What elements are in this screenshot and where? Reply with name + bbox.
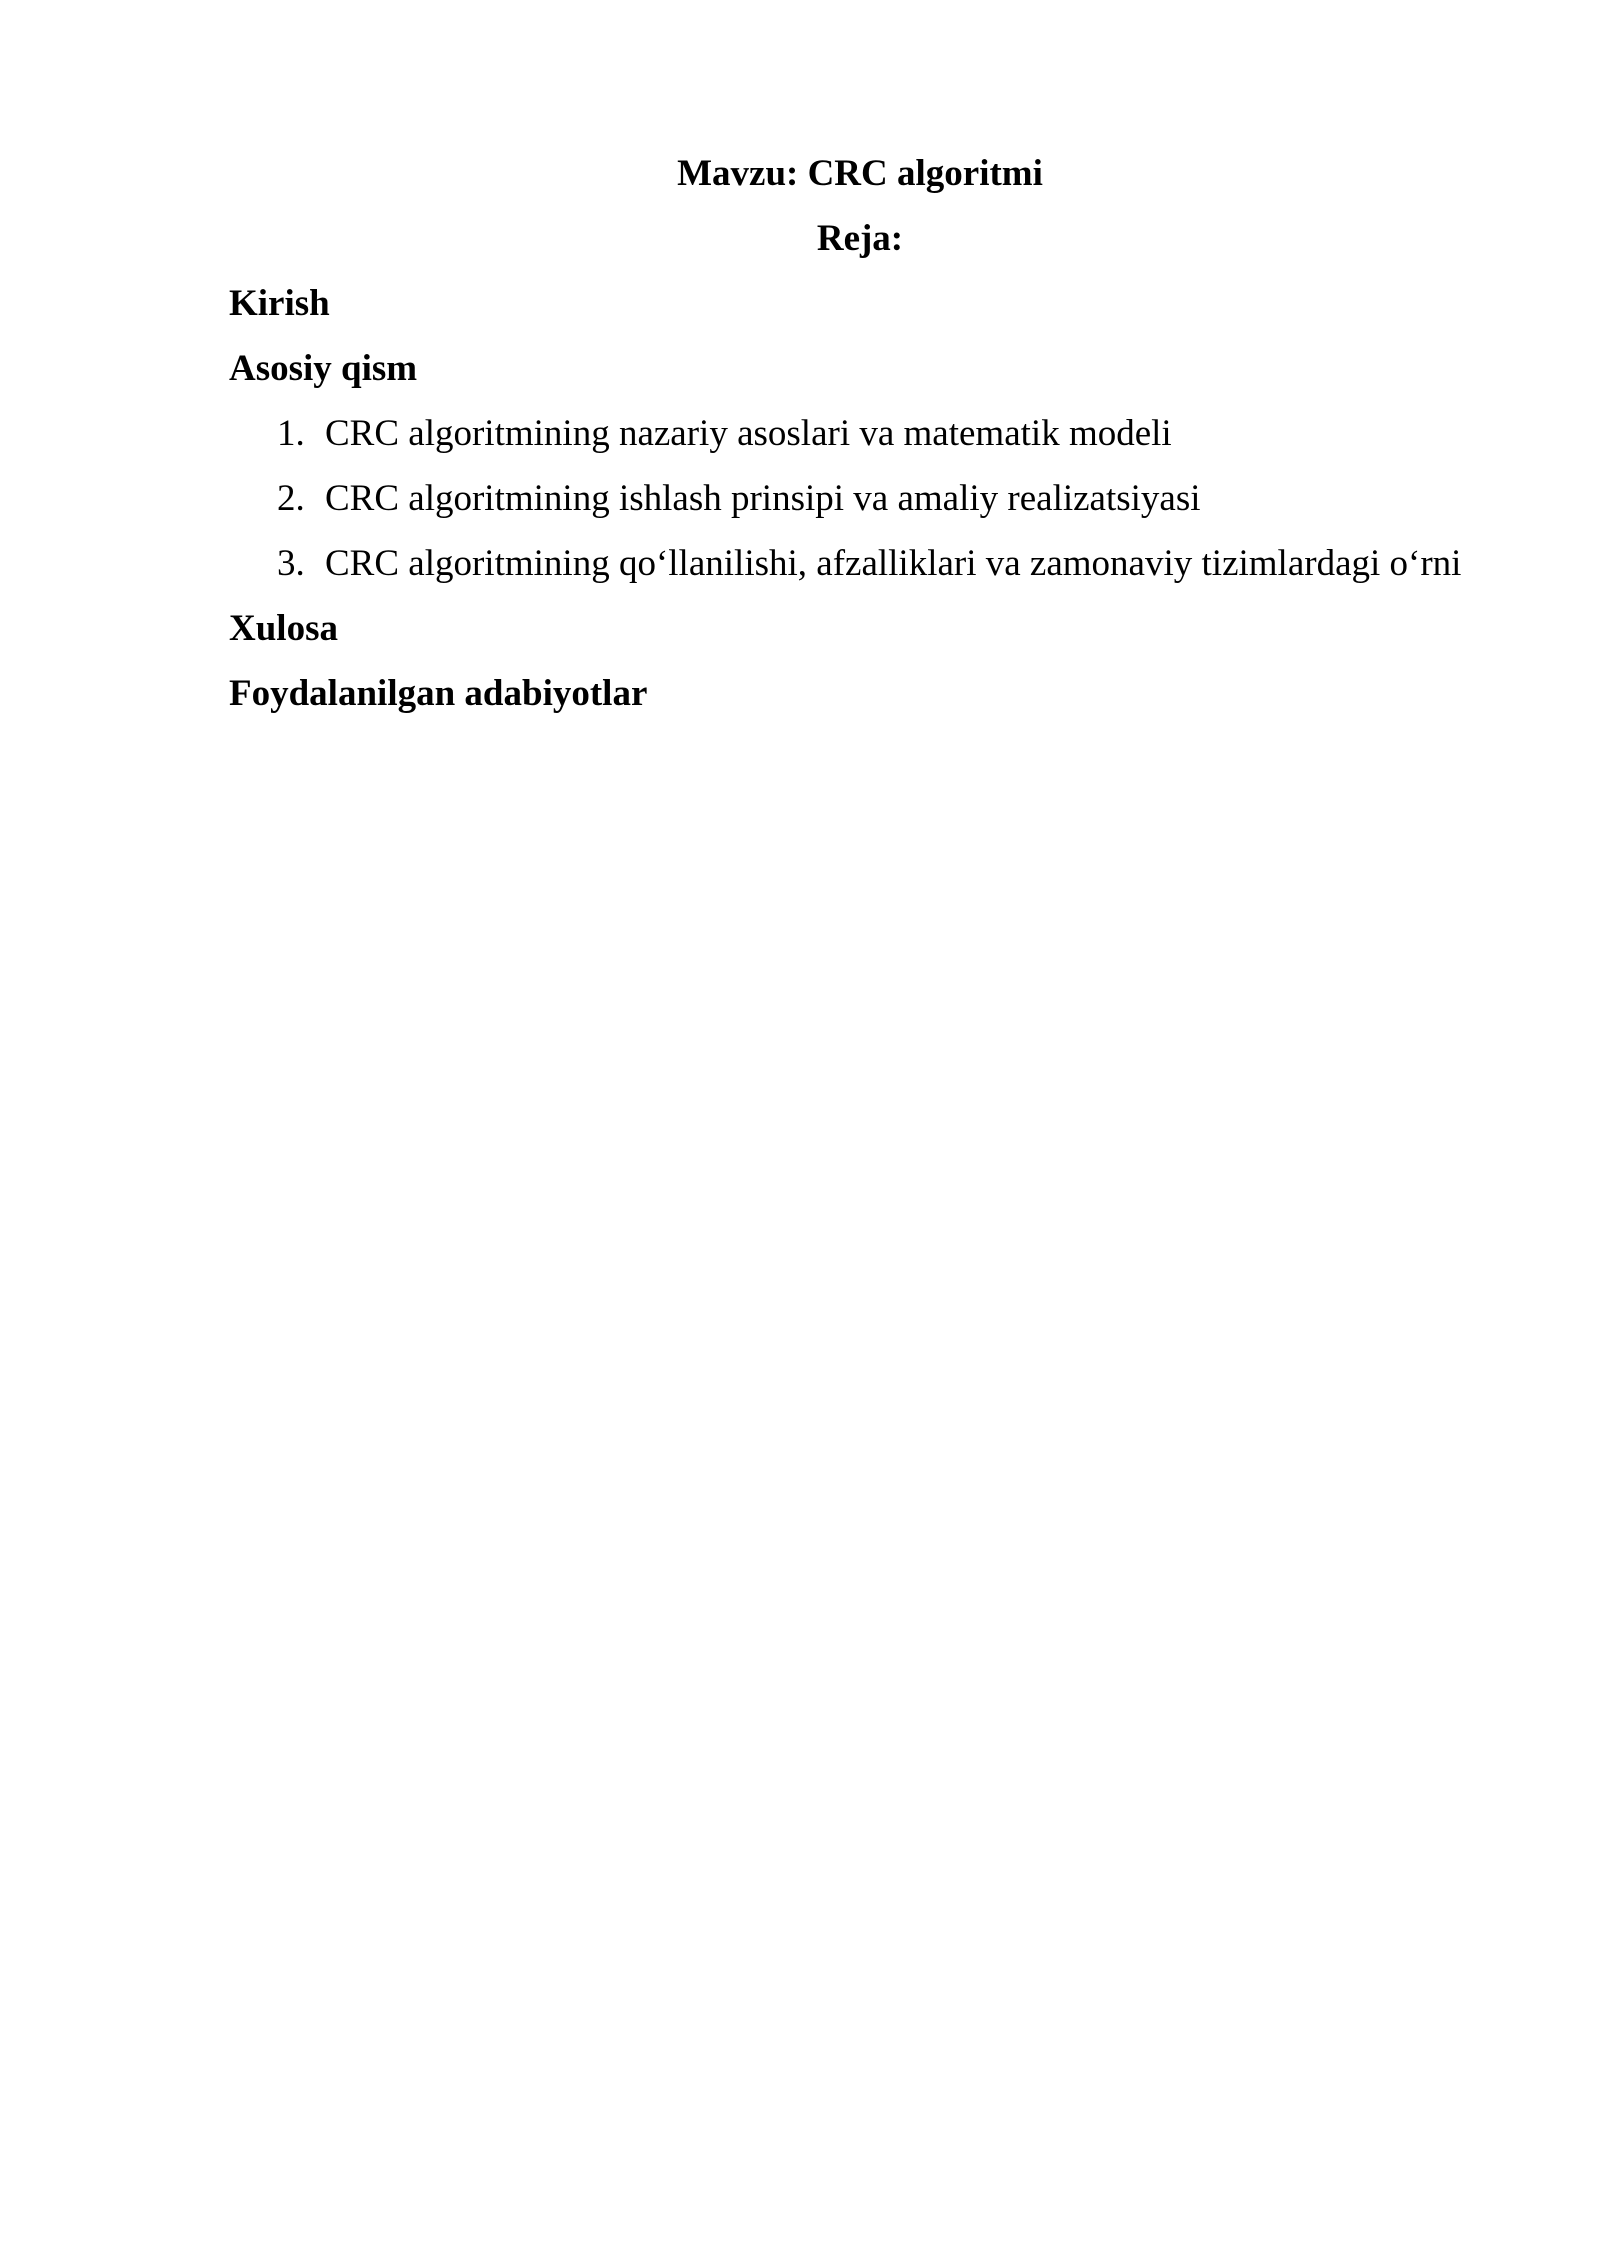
document-title: Mavzu: CRC algoritmi <box>677 153 1043 194</box>
section-main: Asosiy qism <box>229 348 418 389</box>
list-item-text: CRC algoritmining qo‘llanilishi, afzalliklari va zamonaviy tizimlardagi o‘rni <box>325 543 1462 584</box>
section-references: Foydalanilgan adabiyotlar <box>229 673 648 714</box>
list-item-text: CRC algoritmining ishlash prinsipi va amaliy realizatsiyasi <box>325 478 1201 519</box>
list-item-number: 1. <box>277 413 305 454</box>
list-item-number: 2. <box>277 478 305 519</box>
list-item-number: 3. <box>277 543 305 584</box>
list-item-text: CRC algoritmining nazariy asoslari va matematik modeli <box>325 413 1172 454</box>
section-conclusion: Xulosa <box>229 608 338 649</box>
section-intro: Kirish <box>229 283 330 324</box>
plan-heading: Reja: <box>816 218 904 259</box>
